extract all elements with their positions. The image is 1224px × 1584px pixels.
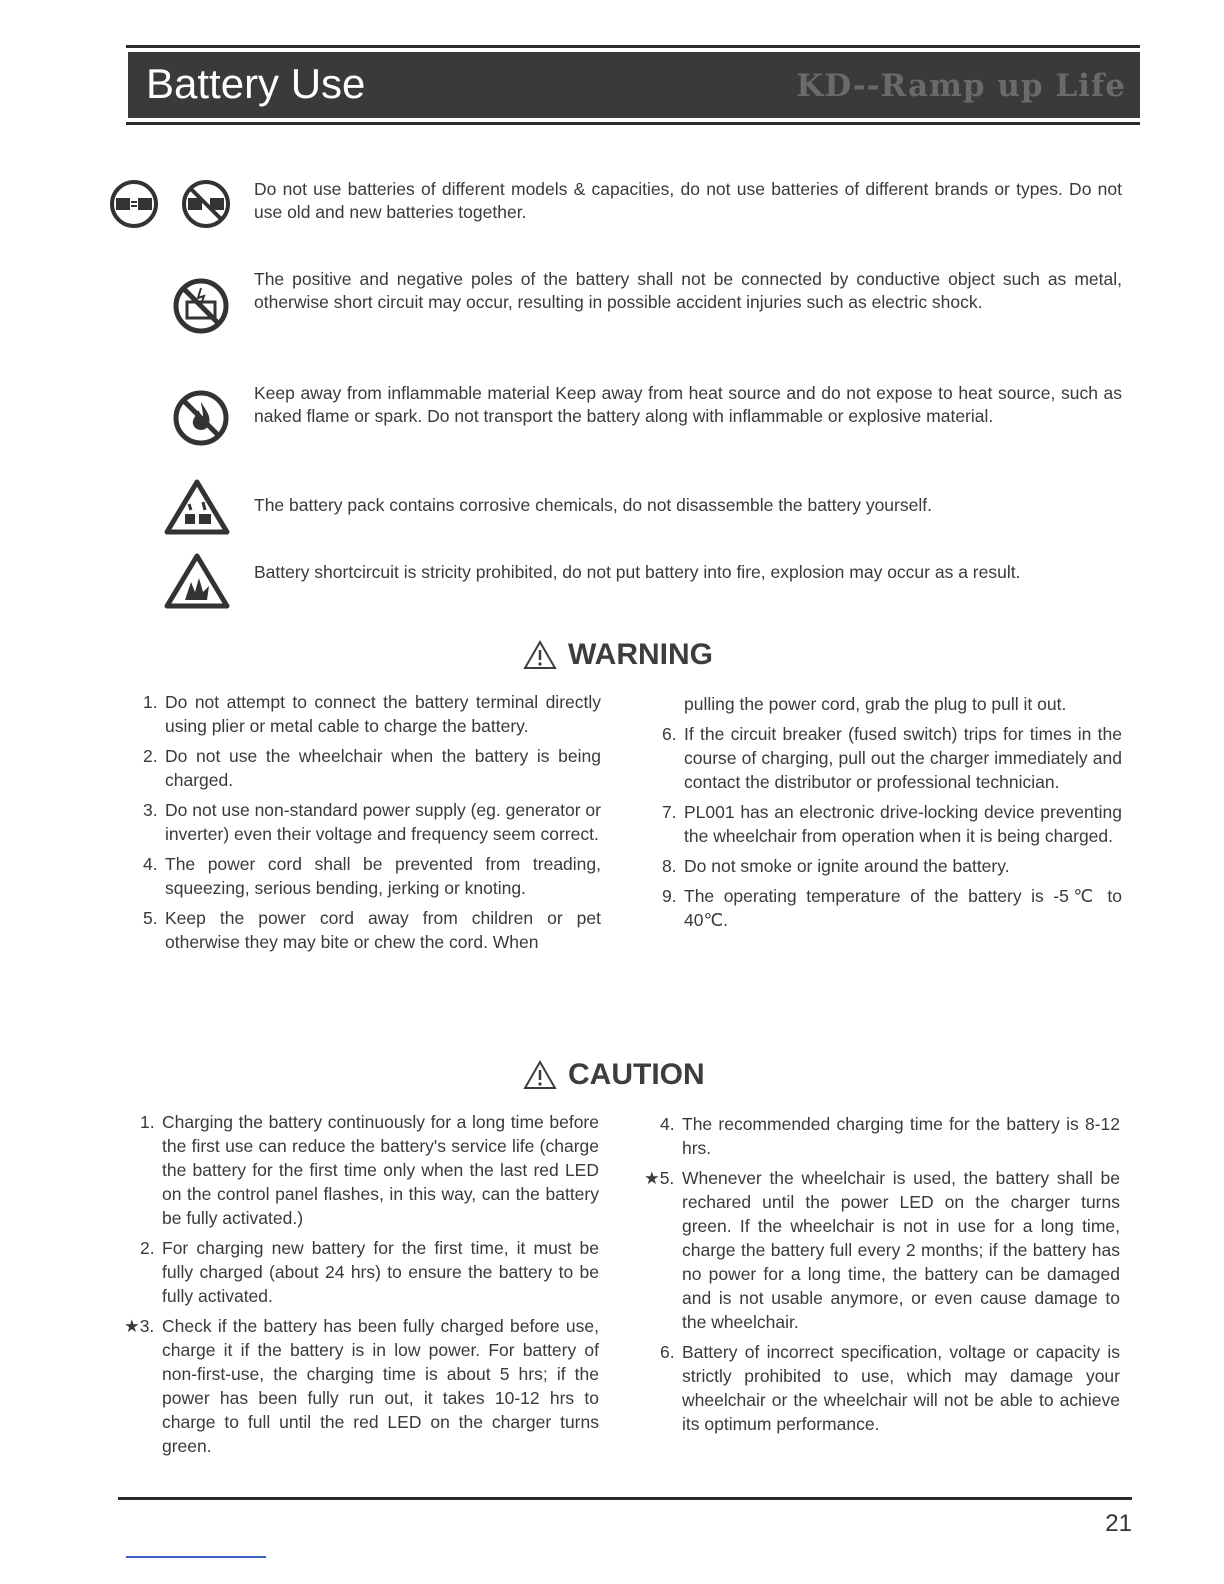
warning-triangle-icon: [522, 639, 558, 671]
caution-column-right: [644, 1112, 1120, 1442]
no-short-circuit-icon: [171, 276, 231, 336]
list-item: 2. For charging new battery for the first time, it must be fully charged (about 24 hrs) to ensure the battery to be fully activated.: [140, 1238, 599, 1306]
warning-column-right: [662, 692, 1122, 938]
notice-short-circuit: The positive and negative poles of the battery shall not be connected by conductive object such as metal, otherwise short circuit may occur, resulting in possible accident injuries such as electric shock.: [254, 269, 1122, 312]
header-band: [128, 52, 1140, 118]
list-item: 8. Do not smoke or ignite around the battery.: [662, 856, 1010, 876]
notice-corrosive: The battery pack contains corrosive chemicals, do not disassemble the battery yourself.: [254, 495, 932, 515]
warning-column-left: [143, 690, 601, 960]
notice-mixed-batteries: Do not use batteries of different models & capacities, do not use batteries of different brands or types. Do not use old and new batteries together.: [254, 179, 1122, 222]
page-number: 21: [1105, 1510, 1132, 1537]
list-item: 3. Do not use non-standard power supply (eg. generator or inverter) even their voltage and frequency seem correct.: [143, 800, 601, 844]
list-item: 1. Charging the battery continuously for a long time before the first use can reduce the battery's service life (charge the battery for the first time only when the last red LED on the control panel flashes, in this way, can the battery be fully activated.): [140, 1112, 599, 1228]
list-item: ★3. Check if the battery has been fully charged before use, charge it if the battery is in low power. For battery of non-first-use, the charging time is about 5 hrs; if the power has been fully run out, it takes 10-12 hrs to charge to full until the red LED on the charger turns green.: [124, 1316, 599, 1456]
list-item: 5. Keep the power cord away from children or pet otherwise they may bite or chew the cord. When: [143, 908, 601, 952]
list-item: 2. Do not use the wheelchair when the battery is being charged.: [143, 746, 601, 790]
list-item: 4. The recommended charging time for the battery is 8-12 hrs.: [660, 1114, 1120, 1158]
page-title: Battery Use: [146, 60, 366, 107]
brand-slogan: KD--Ramp up Life: [796, 68, 1126, 104]
caution-column-left: [124, 1110, 599, 1464]
explosion-warning-icon: [163, 552, 231, 610]
list-item: 7. PL001 has an electronic drive-locking device preventing the wheelchair from operation when it is being charged.: [662, 802, 1122, 846]
warning-heading: [522, 638, 713, 672]
list-item: 9. The operating temperature of the battery is -5℃ to 40℃.: [662, 886, 1122, 930]
list-item: 4. The power cord shall be prevented from treading, squeezing, serious bending, jerking or knoting.: [143, 854, 601, 898]
caution-heading: [522, 1058, 705, 1092]
footer-rule: [118, 1497, 1132, 1500]
caution-triangle-icon: [522, 1059, 558, 1091]
no-mixed-batteries-icon: [108, 178, 236, 230]
warning-item-5-continued: pulling the power cord, grab the plug to pull it out.: [684, 694, 1067, 714]
no-flame-icon: [171, 388, 231, 448]
notice-flammable: Keep away from inflammable material Keep away from heat source and do not expose to heat source, such as naked flame or spark. Do not transport the battery along with inflammable or explosive material.: [254, 383, 1122, 426]
list-item: ★5. Whenever the wheelchair is used, the battery shall be rechared until the power LED on the charger turns green. If the wheelchair is not in use for a long time, charge the battery full every 2 months; if the battery has no power for a long time, the battery can be damaged and is not usable anymore, or even cause damage to the wheelchair.: [644, 1168, 1120, 1332]
list-item: 6. If the circuit breaker (fused switch) trips for times in the course of charging, pull out the charger immediately and contact the distributor or professional technician.: [662, 724, 1122, 792]
header-bottom-rule: [126, 122, 1140, 125]
notice-explosion: Battery shortcircuit is stricity prohibited, do not put battery into fire, explosion may occur as a result.: [254, 562, 1021, 582]
list-item: 1. Do not attempt to connect the battery terminal directly using plier or metal cable to charge the battery.: [143, 692, 601, 736]
caution-title: CAUTION: [568, 1058, 705, 1091]
footer-underline: [126, 1556, 266, 1558]
corrosive-warning-icon: [163, 478, 231, 536]
warning-title: WARNING: [568, 638, 713, 671]
header-top-rule: [126, 45, 1140, 48]
list-item: 6. Battery of incorrect specification, voltage or capacity is strictly prohibited to use, which may damage your wheelchair or the wheelchair will not be able to achieve its optimum performance.: [660, 1342, 1120, 1434]
